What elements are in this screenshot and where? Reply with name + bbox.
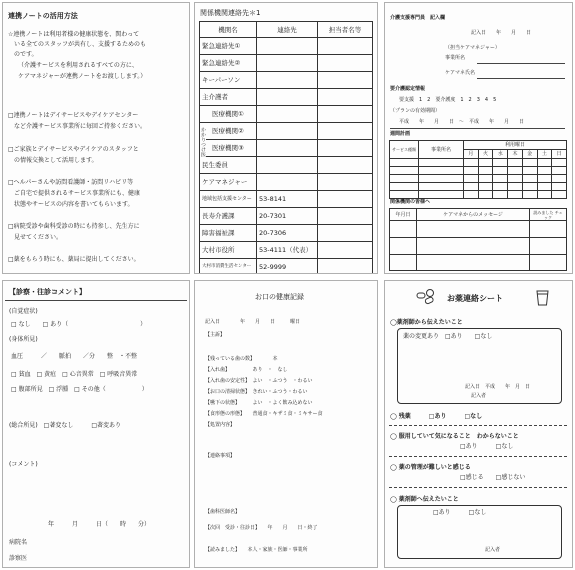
oral-row: 【次回 受診・往診日】 年 月 日・終了: [205, 525, 318, 531]
table-row: 医療機関③: [200, 140, 373, 157]
table-row: 緊急連絡先①: [200, 38, 373, 55]
checks-row: □ 貧血 □ 黄疸 □ 心音異常 □ 呼吸音異常: [11, 371, 138, 378]
change-options: 薬の変更あり □あり □なし: [403, 333, 493, 340]
oral-row: 【食形態の形態】 普通食・キザミ食・ミキサー食: [205, 411, 323, 417]
day-header: 水: [493, 150, 508, 159]
section-title: 関係機関の皆様へ: [390, 199, 431, 205]
notes-table: 年月日 ケアマネからのメッセージ 読みました チェック: [389, 208, 567, 271]
table-row: 主介護者: [200, 89, 373, 106]
panel-title: 連携ノートの活用方法: [8, 12, 78, 20]
date-row: 記入日 年 月 日 曜日: [205, 319, 301, 325]
table-row: 大村市消費生活センター 52-9999: [200, 259, 373, 275]
usage-item: □病院受診や歯科受診の時にも持参し、先生方に: [8, 223, 140, 230]
vitals-row: 血圧 ／ 脈拍 ／分 整 ・不整: [11, 353, 138, 360]
subjective-options: □ なし □ あり（ ）: [11, 321, 147, 328]
overall-row: (総合所見) □著変なし □著変あり: [9, 422, 122, 429]
care-levels: 要支援 1 2 要介護度 1 2 3 4 5: [399, 97, 497, 103]
table-row: 障害福祉課 20-7306: [200, 225, 373, 242]
panel-contacts: [194, 2, 378, 274]
signer: 記入者: [471, 393, 487, 399]
panel-medicine-sheet: [384, 280, 573, 568]
question: ◯薬剤師から伝えたいこと: [390, 319, 463, 326]
usage-item: 状態やサービスの内容を書いてもらいます。: [14, 201, 134, 208]
oral-row: 【歯科医師名】: [205, 509, 241, 515]
usage-item: など介護サービス事業所に毎回ご持参ください。: [14, 123, 147, 130]
panel-care-manager: [384, 2, 573, 274]
panel-title: 関係機関連絡先＊1: [200, 9, 261, 17]
section-title: （プランの有効期間）: [390, 108, 441, 114]
oral-row: 【入れ歯の安定性】 よい ・ふつう ・わるい: [205, 378, 313, 384]
table-row: 民生委員: [200, 157, 373, 174]
panel-title: お口の健康記録: [255, 293, 304, 301]
checks-row: □ 腹部所見 □ 浮腫 □ その他（ ）: [11, 386, 148, 393]
question: ◯ 薬の管理が難しいと感じる: [390, 464, 471, 471]
label: (自覚症状): [9, 308, 38, 315]
datetime-row: 年 月 日（ 時 分）: [48, 521, 151, 528]
doctor-label: 診察医: [9, 555, 28, 562]
header-cell: 担当者名等: [318, 22, 373, 38]
day-header: 日: [552, 150, 567, 159]
intro-line: （介護サービスを利用されるすべての方に、: [18, 62, 138, 69]
usage-item: □連携ノートはデイサービスやデイケアセンター: [8, 112, 139, 119]
sign-date: 記入日 平成 年 月 日: [465, 384, 531, 390]
table-row: 医療機関②: [200, 123, 373, 140]
section-title: 要介護認定情報: [390, 86, 426, 92]
intro-line: ケアマネジャーが連携ノートをお渡しします。）: [18, 73, 147, 80]
question: ◯ 薬剤師へ伝えたいこと: [390, 496, 459, 503]
day-header: 月: [464, 150, 479, 159]
table-row: 大村市役所 53-4111（代表）: [200, 242, 373, 259]
panel-title: お薬連絡シート: [447, 294, 503, 303]
usage-item: 見せてください。: [14, 234, 63, 241]
panel-title: 【診察・往診コメント】: [9, 288, 86, 296]
day-header: 木: [508, 150, 523, 159]
field-label: ケアマネ氏名: [445, 70, 476, 76]
panel-exam-comment: [2, 280, 190, 568]
oral-row: 【主訴】: [205, 332, 226, 338]
table-row: ケアマネジャー: [200, 174, 373, 191]
table-row: キーパーソン: [200, 72, 373, 89]
intro-line: ☆連携ノートは利用者様の健康状態を、関わって: [8, 31, 140, 38]
question-options: □あり □なし: [460, 443, 514, 450]
oral-row: 【入れ歯】 あり ・ なし: [205, 367, 288, 373]
usage-item: □薬をもらう時にも、薬局に提出してください。: [8, 256, 140, 263]
day-header: 火: [478, 150, 493, 159]
table-row: 長寿介護課 20-7301: [200, 208, 373, 225]
question: ◯ 服用していて気になること わからないこと: [390, 433, 519, 440]
vertical-label: かかりつけ医: [200, 127, 206, 157]
question-options: □あり □なし: [433, 509, 487, 516]
oral-row: 【処置内容】: [205, 422, 236, 428]
signer: 記入者: [485, 547, 501, 553]
pills-icon: [415, 287, 437, 305]
table-row: 地域包括支援センター 53-8141: [200, 191, 373, 208]
panel-oral-health: [194, 280, 378, 568]
intro-line: のです。: [14, 51, 38, 58]
day-header: 土: [537, 150, 552, 159]
header-cell: 機関名: [200, 22, 257, 38]
intro-line: いる全てのスタッフが共有し、支援するためのも: [14, 41, 147, 48]
label: (コメント): [9, 461, 38, 468]
usage-item: ご自宅で提供されるサービス事業所にも、健康: [14, 190, 141, 197]
oral-row: 【お口の清掃状態】 きれい・ふつう・わるい: [205, 389, 308, 395]
oral-row: 【残っている歯の数】 本: [205, 356, 278, 362]
label: (身体所見): [9, 336, 38, 343]
oral-row: 【連絡事項】: [205, 453, 236, 459]
oral-row: 【嚥下の状態】 よい ・よく飲み込めない: [205, 400, 313, 406]
question: ◯ 残薬 □あり □なし: [390, 413, 483, 420]
plan-period: 平成 年 月 日 〜 平成 年 月 日: [399, 119, 525, 125]
table-row: 医療機関①: [200, 106, 373, 123]
usage-item: □ヘルパーさんや訪問看護師・訪問リハビリ等: [8, 179, 134, 186]
panel-renkei-note-usage: [2, 2, 190, 274]
hospital-label: 病院名: [9, 539, 28, 546]
usage-item: の情報交換として活用します。: [14, 157, 98, 164]
field-label: （担当ケアマネジャー）: [445, 45, 500, 51]
question-options: □感じる □感じない: [460, 474, 526, 481]
date-row: 記入日 年 月 日: [471, 30, 532, 36]
cup-icon: [535, 289, 551, 307]
oral-row: 【読みました】 本人・家族・医師・事業所: [205, 547, 308, 553]
section-title: 週間計画: [390, 131, 411, 137]
weekly-plan-table: サービス種類 事業所名 利用曜日 月 火 水 木 金 土 日: [389, 140, 567, 199]
table-row: 緊急連絡先②: [200, 55, 373, 72]
field-label: 事業所名: [445, 55, 466, 61]
day-header: 金: [522, 150, 537, 159]
contacts-table: [199, 21, 373, 274]
usage-item: □ご家族とデイサービスやデイケアのスタッフと: [8, 146, 139, 153]
panel-title: 介護支援専門員 記入欄: [390, 15, 446, 21]
header-cell: 連絡先: [257, 22, 318, 38]
